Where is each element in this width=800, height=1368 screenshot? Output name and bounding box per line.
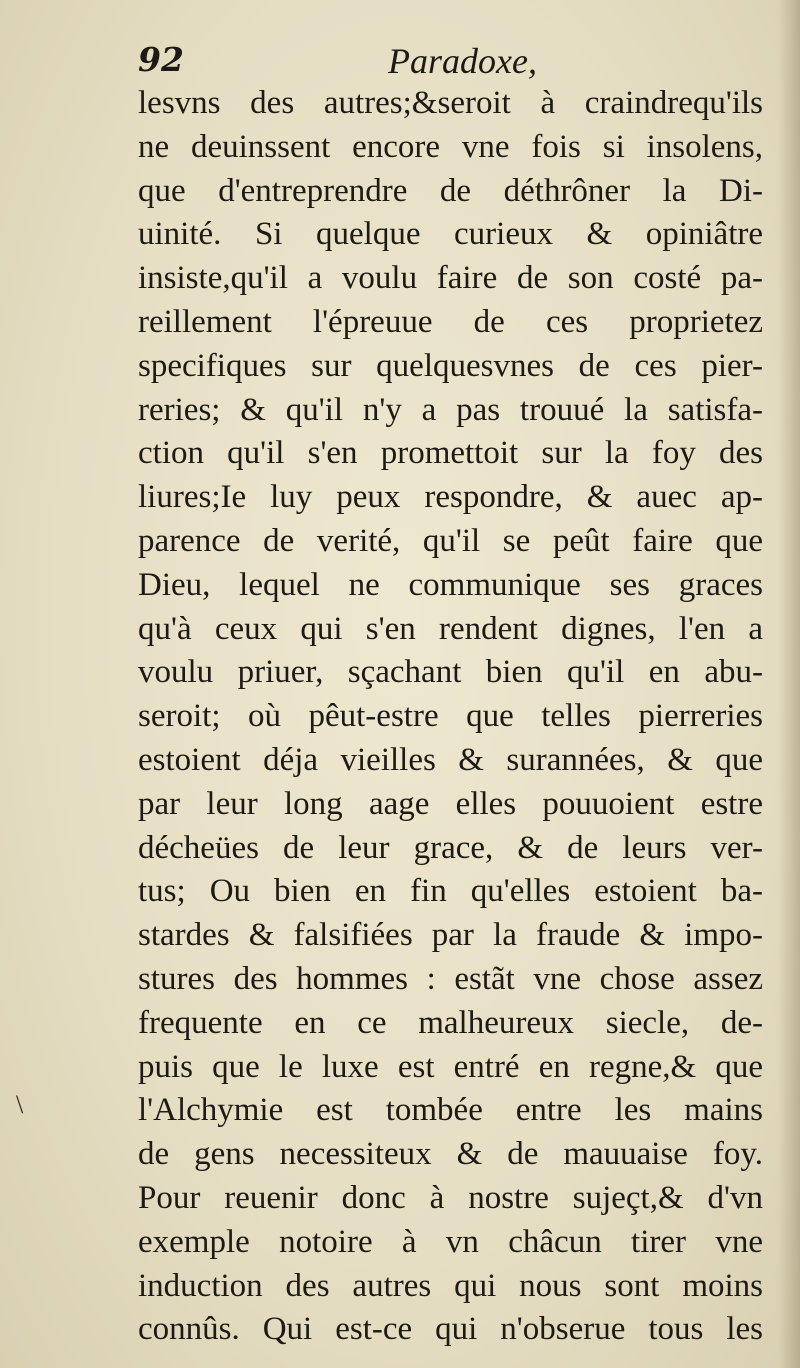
- text-line: décheües de leur grace, & de leurs ver-: [138, 829, 763, 866]
- text-line: tus; Ou bien en fin qu'elles estoient ba-: [138, 873, 763, 910]
- text-line: induction des autres qui nous sont moins: [138, 1267, 763, 1304]
- text-line: connûs. Qui est-ce qui n'obserue tous les: [138, 1311, 763, 1348]
- text-line: l'Alchymie est tombée entre les mains: [138, 1092, 763, 1129]
- text-line: de gens necessiteux & de mauuaise foy.: [138, 1136, 763, 1173]
- running-head: Paradoxe,: [388, 41, 537, 81]
- text-line: ne deuinssent encore vne fois si insolens,: [138, 128, 763, 165]
- text-line: liures;Ie luy peux respondre, & auec ap-: [138, 479, 763, 516]
- text-line: qu'à ceux qui s'en rendent dignes, l'en a: [138, 610, 763, 647]
- text-line: Pour reuenir donc à nostre sujeçt,& d'vn: [138, 1179, 763, 1216]
- margin-mark: \: [16, 1090, 24, 1119]
- page-number: 92: [138, 40, 184, 79]
- text-line: estoient déja vieilles & surannées, & que: [138, 741, 763, 778]
- text-line: exemple notoire à vn châcun tirer vne: [138, 1223, 763, 1260]
- text-line: par leur long aage elles pouuoient estre: [138, 785, 763, 822]
- text-line: reries; & qu'il n'y a pas trouué la satisfa-: [138, 391, 763, 428]
- text-line: frequente en ce malheureux siecle, de-: [138, 1004, 763, 1041]
- text-line: puis que le luxe est entré en regne,& que: [138, 1048, 763, 1085]
- text-line: stardes & falsifiées par la fraude & impo-: [138, 917, 763, 954]
- text-line: lesvns des autres;&seroit à craindrequ'ils: [138, 85, 763, 121]
- body-text: [138, 82, 763, 1352]
- text-line: ction qu'il s'en promettoit sur la foy des: [138, 435, 763, 472]
- text-line: Dieu, lequel ne communique ses graces: [138, 566, 763, 603]
- text-line: uinité. Si quelque curieux & opiniâtre: [138, 216, 763, 253]
- text-line: que d'entreprendre de déthrôner la Di-: [138, 172, 763, 209]
- text-line: specifiques sur quelquesvnes de ces pier-: [138, 347, 763, 384]
- text-line: voulu priuer, sçachant bien qu'il en abu-: [138, 654, 763, 691]
- text-line: seroit; où pêut-estre que telles pierreries: [138, 698, 763, 735]
- page-gutter-shadow: [778, 0, 800, 1368]
- text-line: insiste,qu'il a voulu faire de son costé pa-: [138, 260, 763, 297]
- text-line: reillement l'épreuue de ces proprietez: [138, 303, 763, 340]
- text-line: stures des hommes : estãt vne chose assez: [138, 960, 763, 997]
- text-line: parence de verité, qu'il se peût faire que: [138, 522, 763, 559]
